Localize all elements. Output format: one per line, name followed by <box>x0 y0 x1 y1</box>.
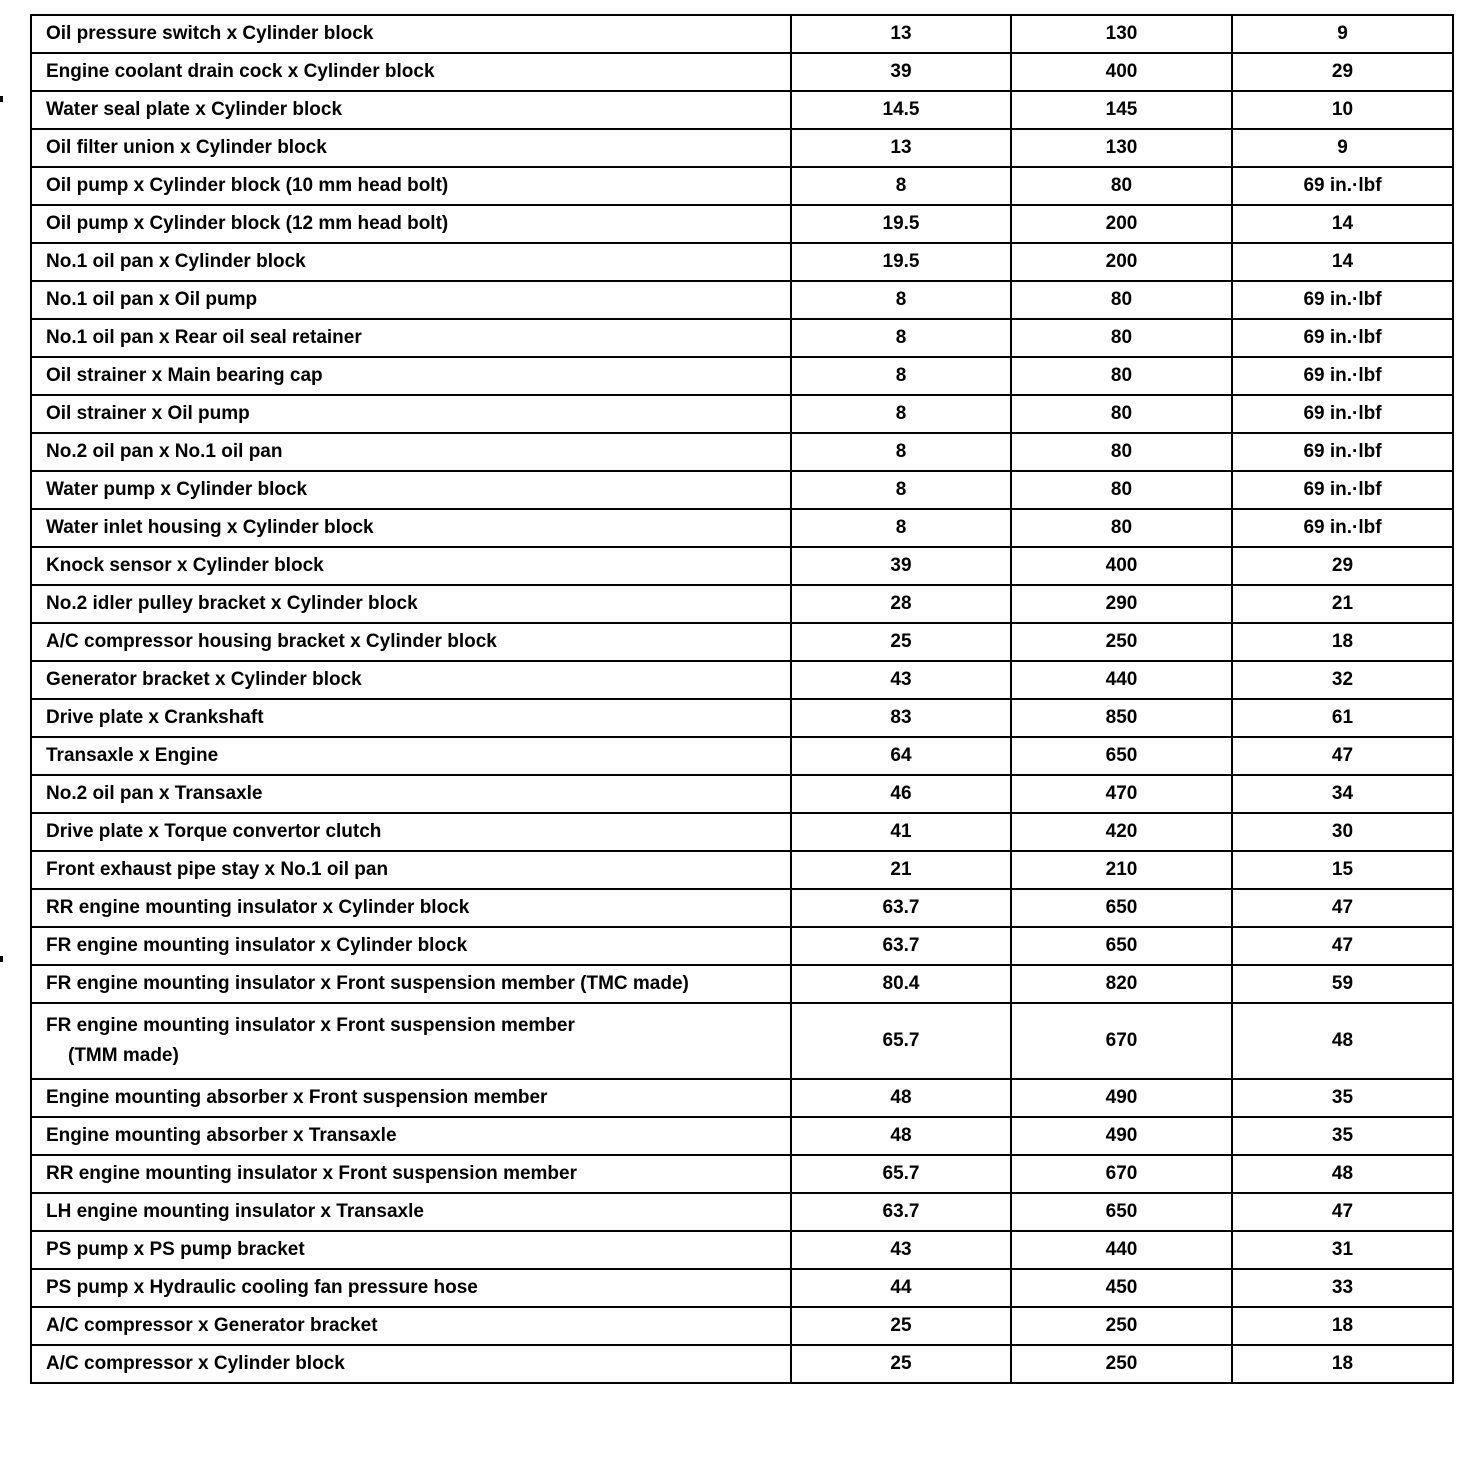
torque-kgfcm-cell: 130 <box>1011 15 1232 53</box>
part-name-cell: RR engine mounting insulator x Cylinder block <box>31 889 791 927</box>
torque-nm-cell: 63.7 <box>791 889 1011 927</box>
table-row <box>31 547 1453 585</box>
part-name-cell: Engine coolant drain cock x Cylinder block <box>31 53 791 91</box>
torque-ftlbf-cell: 18 <box>1232 1345 1453 1383</box>
torque-nm-cell: 8 <box>791 167 1011 205</box>
torque-ftlbf-cell: 14 <box>1232 243 1453 281</box>
part-name-cell: FR engine mounting insulator x Front suspension member (TMC made) <box>31 965 791 1003</box>
table-row <box>31 357 1453 395</box>
torque-kgfcm-cell: 80 <box>1011 395 1232 433</box>
torque-kgfcm-cell: 450 <box>1011 1269 1232 1307</box>
torque-nm-cell: 41 <box>791 813 1011 851</box>
torque-nm-cell: 14.5 <box>791 91 1011 129</box>
table-row <box>31 1117 1453 1155</box>
torque-ftlbf-cell: 69 in.·lbf <box>1232 357 1453 395</box>
table-row <box>31 1193 1453 1231</box>
table-row <box>31 1231 1453 1269</box>
torque-ftlbf-cell: 47 <box>1232 889 1453 927</box>
torque-kgfcm-cell: 250 <box>1011 623 1232 661</box>
torque-nm-cell: 8 <box>791 395 1011 433</box>
table-row <box>31 889 1453 927</box>
torque-ftlbf-cell: 31 <box>1232 1231 1453 1269</box>
torque-ftlbf-cell: 29 <box>1232 547 1453 585</box>
torque-nm-cell: 8 <box>791 357 1011 395</box>
torque-ftlbf-cell: 69 in.·lbf <box>1232 471 1453 509</box>
torque-kgfcm-cell: 80 <box>1011 167 1232 205</box>
torque-ftlbf-cell: 35 <box>1232 1117 1453 1155</box>
torque-kgfcm-cell: 670 <box>1011 1155 1232 1193</box>
table-row <box>31 471 1453 509</box>
torque-nm-cell: 25 <box>791 1345 1011 1383</box>
torque-nm-cell: 65.7 <box>791 1155 1011 1193</box>
torque-nm-cell: 13 <box>791 15 1011 53</box>
part-name-cell: Generator bracket x Cylinder block <box>31 661 791 699</box>
torque-kgfcm-cell: 80 <box>1011 509 1232 547</box>
part-name-cell: No.1 oil pan x Cylinder block <box>31 243 791 281</box>
table-row <box>31 851 1453 889</box>
torque-kgfcm-cell: 650 <box>1011 737 1232 775</box>
part-name-cell <box>31 1003 791 1079</box>
torque-ftlbf-cell: 15 <box>1232 851 1453 889</box>
table-row <box>31 1269 1453 1307</box>
table-row <box>31 281 1453 319</box>
table-row <box>31 623 1453 661</box>
torque-ftlbf-cell: 14 <box>1232 205 1453 243</box>
torque-kgfcm-cell: 650 <box>1011 889 1232 927</box>
torque-ftlbf-cell: 33 <box>1232 1269 1453 1307</box>
torque-nm-cell: 25 <box>791 1307 1011 1345</box>
torque-nm-cell: 28 <box>791 585 1011 623</box>
table-row <box>31 205 1453 243</box>
torque-kgfcm-cell: 145 <box>1011 91 1232 129</box>
torque-nm-cell: 46 <box>791 775 1011 813</box>
part-name-cell: Drive plate x Crankshaft <box>31 699 791 737</box>
torque-nm-cell: 8 <box>791 433 1011 471</box>
margin-mark-bottom <box>0 956 3 962</box>
part-name-cell: LH engine mounting insulator x Transaxle <box>31 1193 791 1231</box>
table-row <box>31 243 1453 281</box>
torque-kgfcm-cell: 490 <box>1011 1079 1232 1117</box>
torque-ftlbf-cell: 61 <box>1232 699 1453 737</box>
table-row <box>31 167 1453 205</box>
torque-ftlbf-cell: 18 <box>1232 1307 1453 1345</box>
part-name-cell: Knock sensor x Cylinder block <box>31 547 791 585</box>
torque-nm-cell: 39 <box>791 53 1011 91</box>
torque-ftlbf-cell: 69 in.·lbf <box>1232 167 1453 205</box>
torque-ftlbf-cell: 48 <box>1232 1155 1453 1193</box>
torque-kgfcm-cell: 400 <box>1011 547 1232 585</box>
torque-ftlbf-cell: 69 in.·lbf <box>1232 281 1453 319</box>
table-row <box>31 1155 1453 1193</box>
torque-kgfcm-cell: 80 <box>1011 471 1232 509</box>
torque-table-body <box>31 15 1453 1383</box>
part-name-cell: PS pump x Hydraulic cooling fan pressure hose <box>31 1269 791 1307</box>
table-row <box>31 585 1453 623</box>
torque-ftlbf-cell: 69 in.·lbf <box>1232 395 1453 433</box>
part-name-cell: No.1 oil pan x Rear oil seal retainer <box>31 319 791 357</box>
part-name-cell: Water inlet housing x Cylinder block <box>31 509 791 547</box>
torque-kgfcm-cell: 200 <box>1011 243 1232 281</box>
part-name-cell: Water seal plate x Cylinder block <box>31 91 791 129</box>
torque-kgfcm-cell: 650 <box>1011 927 1232 965</box>
torque-ftlbf-cell: 30 <box>1232 813 1453 851</box>
table-row <box>31 395 1453 433</box>
torque-nm-cell: 48 <box>791 1117 1011 1155</box>
torque-ftlbf-cell: 9 <box>1232 129 1453 167</box>
part-name-cell: Oil strainer x Main bearing cap <box>31 357 791 395</box>
torque-ftlbf-cell: 21 <box>1232 585 1453 623</box>
table-row <box>31 927 1453 965</box>
torque-kgfcm-cell: 400 <box>1011 53 1232 91</box>
table-row <box>31 509 1453 547</box>
torque-nm-cell: 80.4 <box>791 965 1011 1003</box>
part-name-cell: Oil pump x Cylinder block (10 mm head bolt) <box>31 167 791 205</box>
torque-kgfcm-cell: 470 <box>1011 775 1232 813</box>
part-name-cell: Engine mounting absorber x Front suspension member <box>31 1079 791 1117</box>
part-name-cell: No.1 oil pan x Oil pump <box>31 281 791 319</box>
torque-kgfcm-cell: 250 <box>1011 1345 1232 1383</box>
torque-nm-cell: 39 <box>791 547 1011 585</box>
torque-nm-cell: 25 <box>791 623 1011 661</box>
torque-kgfcm-cell: 250 <box>1011 1307 1232 1345</box>
torque-nm-cell: 8 <box>791 319 1011 357</box>
torque-ftlbf-cell: 47 <box>1232 1193 1453 1231</box>
part-name-cell: FR engine mounting insulator x Cylinder block <box>31 927 791 965</box>
table-row <box>31 91 1453 129</box>
table-row <box>31 737 1453 775</box>
torque-kgfcm-cell: 420 <box>1011 813 1232 851</box>
torque-ftlbf-cell: 9 <box>1232 15 1453 53</box>
torque-nm-cell: 83 <box>791 699 1011 737</box>
part-name-cell: Engine mounting absorber x Transaxle <box>31 1117 791 1155</box>
table-row <box>31 813 1453 851</box>
torque-kgfcm-cell: 440 <box>1011 661 1232 699</box>
torque-nm-cell: 65.7 <box>791 1003 1011 1079</box>
part-name-cell: PS pump x PS pump bracket <box>31 1231 791 1269</box>
torque-kgfcm-cell: 80 <box>1011 319 1232 357</box>
torque-nm-cell: 63.7 <box>791 927 1011 965</box>
part-name-cell: Oil strainer x Oil pump <box>31 395 791 433</box>
table-row <box>31 53 1453 91</box>
table-row <box>31 661 1453 699</box>
torque-ftlbf-cell: 69 in.·lbf <box>1232 433 1453 471</box>
part-name-cell: RR engine mounting insulator x Front suspension member <box>31 1155 791 1193</box>
table-row <box>31 1345 1453 1383</box>
torque-kgfcm-cell: 80 <box>1011 357 1232 395</box>
part-name-cell: No.2 oil pan x No.1 oil pan <box>31 433 791 471</box>
torque-nm-cell: 43 <box>791 661 1011 699</box>
part-name-cell: Water pump x Cylinder block <box>31 471 791 509</box>
torque-ftlbf-cell: 69 in.·lbf <box>1232 509 1453 547</box>
torque-nm-cell: 21 <box>791 851 1011 889</box>
torque-ftlbf-cell: 35 <box>1232 1079 1453 1117</box>
table-row <box>31 965 1453 1003</box>
part-name-cell: Front exhaust pipe stay x No.1 oil pan <box>31 851 791 889</box>
torque-ftlbf-cell: 69 in.·lbf <box>1232 319 1453 357</box>
torque-kgfcm-cell: 820 <box>1011 965 1232 1003</box>
torque-ftlbf-cell: 29 <box>1232 53 1453 91</box>
table-row <box>31 1307 1453 1345</box>
table-row <box>31 319 1453 357</box>
torque-kgfcm-cell: 80 <box>1011 281 1232 319</box>
part-name-continuation: (TMM made) <box>68 1045 179 1066</box>
torque-nm-cell: 19.5 <box>791 243 1011 281</box>
part-name-cell: Drive plate x Torque convertor clutch <box>31 813 791 851</box>
torque-nm-cell: 19.5 <box>791 205 1011 243</box>
margin-mark-top <box>0 96 3 102</box>
torque-kgfcm-cell: 670 <box>1011 1003 1232 1079</box>
torque-nm-cell: 8 <box>791 471 1011 509</box>
torque-kgfcm-cell: 80 <box>1011 433 1232 471</box>
table-row <box>31 15 1453 53</box>
torque-nm-cell: 48 <box>791 1079 1011 1117</box>
part-name-cell: Oil pump x Cylinder block (12 mm head bolt) <box>31 205 791 243</box>
torque-ftlbf-cell: 48 <box>1232 1003 1453 1079</box>
torque-ftlbf-cell: 47 <box>1232 737 1453 775</box>
torque-ftlbf-cell: 10 <box>1232 91 1453 129</box>
torque-kgfcm-cell: 650 <box>1011 1193 1232 1231</box>
part-name-cell: No.2 oil pan x Transaxle <box>31 775 791 813</box>
torque-kgfcm-cell: 200 <box>1011 205 1232 243</box>
torque-kgfcm-cell: 850 <box>1011 699 1232 737</box>
table-row <box>31 699 1453 737</box>
part-name-cell: Oil filter union x Cylinder block <box>31 129 791 167</box>
part-name-cell: A/C compressor housing bracket x Cylinder block <box>31 623 791 661</box>
torque-nm-cell: 8 <box>791 509 1011 547</box>
torque-ftlbf-cell: 47 <box>1232 927 1453 965</box>
torque-ftlbf-cell: 59 <box>1232 965 1453 1003</box>
torque-nm-cell: 13 <box>791 129 1011 167</box>
part-name-cell: A/C compressor x Generator bracket <box>31 1307 791 1345</box>
torque-ftlbf-cell: 34 <box>1232 775 1453 813</box>
torque-kgfcm-cell: 130 <box>1011 129 1232 167</box>
torque-nm-cell: 43 <box>791 1231 1011 1269</box>
torque-nm-cell: 44 <box>791 1269 1011 1307</box>
torque-kgfcm-cell: 210 <box>1011 851 1232 889</box>
table-row <box>31 1003 1453 1079</box>
torque-ftlbf-cell: 18 <box>1232 623 1453 661</box>
torque-kgfcm-cell: 290 <box>1011 585 1232 623</box>
torque-kgfcm-cell: 490 <box>1011 1117 1232 1155</box>
part-name-cell: A/C compressor x Cylinder block <box>31 1345 791 1383</box>
part-name-line: FR engine mounting insulator x Front suspension member <box>46 1015 575 1037</box>
torque-nm-cell: 8 <box>791 281 1011 319</box>
torque-kgfcm-cell: 440 <box>1011 1231 1232 1269</box>
part-name-cell: No.2 idler pulley bracket x Cylinder block <box>31 585 791 623</box>
table-row <box>31 1079 1453 1117</box>
torque-nm-cell: 64 <box>791 737 1011 775</box>
torque-nm-cell: 63.7 <box>791 1193 1011 1231</box>
torque-specification-table <box>30 14 1454 1384</box>
table-row <box>31 775 1453 813</box>
table-row <box>31 433 1453 471</box>
part-name-cell: Oil pressure switch x Cylinder block <box>31 15 791 53</box>
table-row <box>31 129 1453 167</box>
part-name-cell: Transaxle x Engine <box>31 737 791 775</box>
torque-ftlbf-cell: 32 <box>1232 661 1453 699</box>
